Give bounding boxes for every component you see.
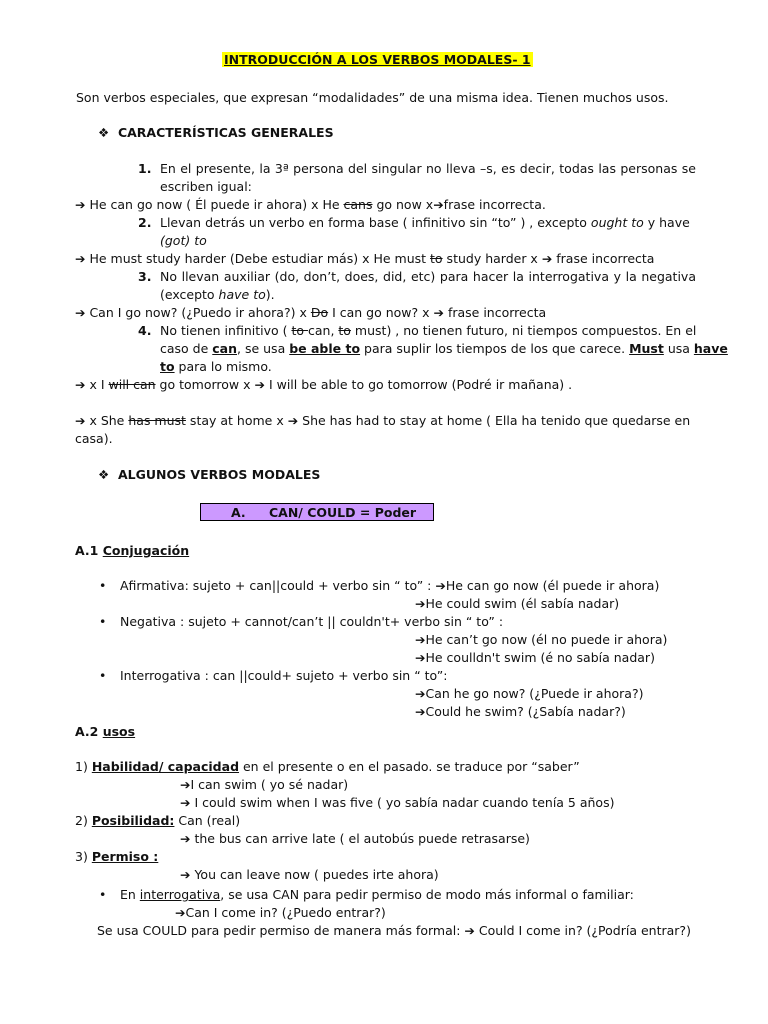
arrow-icon: ➔: [75, 251, 86, 266]
list-number: 4.: [138, 323, 152, 338]
arrow-icon: ➔: [415, 650, 426, 665]
arrow-icon: ➔: [75, 377, 86, 392]
uso-permiso: 3) Permiso :: [75, 849, 159, 864]
list-item-text: escriben igual:: [160, 179, 252, 194]
arrow-icon: ➔: [254, 377, 265, 392]
list-number: 1.: [138, 161, 152, 176]
example-line: ➔ He can go now ( Él puede ir ahora) x He cans go now x➔frase incorrecta.: [75, 197, 546, 212]
example-line: ➔ He must study harder (Debe estudiar más) x He must to study harder x ➔ frase incorrecta: [75, 251, 655, 266]
example-line: ➔Can he go now? (¿Puede ir ahora?): [415, 686, 644, 701]
arrow-icon: ➔: [433, 305, 444, 320]
list-number: 2.: [138, 215, 152, 230]
example-line: ➔Could he swim? (¿Sabía nadar?): [415, 704, 626, 719]
arrow-icon: ➔: [75, 413, 86, 428]
page-title: INTRODUCCIÓN A LOS VERBOS MODALES- 1: [224, 52, 531, 67]
bullet-dot-icon: •: [99, 578, 107, 593]
list-item-text: (excepto have to).: [160, 287, 275, 302]
arrow-icon: ➔: [75, 305, 86, 320]
list-item-text: No tienen infinitivo ( to can, to must) , no tienen futuro, ni tiempos compuestos. En el: [160, 323, 697, 338]
list-number: 3.: [138, 269, 152, 284]
example-line: ➔ x She has must stay at home x ➔ She has had to stay at home ( Ella ha tenido que quedarse en: [75, 413, 691, 428]
arrow-icon: ➔: [415, 686, 426, 701]
arrow-icon: ➔: [75, 197, 86, 212]
conj-negativa: Negativa : sujeto + cannot/can’t || couldn't+ verbo sin “ to” :: [120, 614, 504, 629]
list-item-text: No llevan auxiliar (do, don’t, does, did, etc) para hacer la interrogativa y la negativa: [160, 269, 696, 284]
arrow-icon: ➔: [433, 197, 444, 212]
list-item-text: (got) to: [160, 233, 207, 248]
arrow-icon: ➔: [180, 831, 191, 846]
section-heading-modales: ❖ ALGUNOS VERBOS MODALES: [98, 467, 321, 482]
list-item-text: caso de can, se usa be able to para suplir los tiempos de los que carece. Must usa have: [160, 341, 728, 356]
conj-afirmativa: Afirmativa: sujeto + can||could + verbo sin “ to” : ➔He can go now (él puede ir ahora): [120, 578, 660, 593]
arrow-icon: ➔: [415, 704, 426, 719]
diamond-bullet-icon: ❖: [98, 467, 110, 482]
bullet-dot-icon: •: [99, 668, 107, 683]
permiso-interrogativa: En interrogativa, se usa CAN para pedir permiso de modo más informal o familiar:: [120, 887, 634, 902]
list-item-text: to para lo mismo.: [160, 359, 272, 374]
example-line: ➔ x I will can go tomorrow x ➔ I will be able to go tomorrow (Podré ir mañana) .: [75, 377, 573, 392]
example-line: ➔He coulldn't swim (é no sabía nadar): [415, 650, 655, 665]
bullet-dot-icon: •: [99, 614, 107, 629]
subheading-conjugacion: A.1 Conjugación: [75, 543, 190, 558]
arrow-icon: ➔: [464, 923, 475, 938]
arrow-icon: ➔: [415, 596, 426, 611]
list-item-text: Llevan detrás un verbo en forma base ( infinitivo sin “to” ) , excepto ought to y have: [160, 215, 690, 230]
section-box-can-could: A. CAN/ COULD = Poder: [200, 503, 434, 521]
arrow-icon: ➔: [175, 905, 186, 920]
intro-text: Son verbos especiales, que expresan “modalidades” de una misma idea. Tienen muchos usos.: [76, 90, 669, 105]
uso-habilidad: 1) Habilidad/ capacidad en el presente o en el pasado. se traduce por “saber”: [75, 759, 580, 774]
arrow-icon: ➔: [435, 578, 446, 593]
example-line: casa).: [75, 431, 113, 446]
example-line: ➔ I could swim when I was five ( yo sabía nadar cuando tenía 5 años): [180, 795, 615, 810]
subheading-usos: A.2 usos: [75, 724, 136, 739]
example-line: ➔He could swim (él sabía nadar): [415, 596, 620, 611]
list-item-text: En el presente, la 3ª persona del singular no lleva –s, es decir, todas las personas se: [160, 161, 696, 176]
section-heading-caracteristicas: ❖ CARACTERÍSTICAS GENERALES: [98, 125, 334, 140]
example-line: ➔ Can I go now? (¿Puedo ir ahora?) x Do I can go now? x ➔ frase incorrecta: [75, 305, 547, 320]
arrow-icon: ➔: [415, 632, 426, 647]
permiso-could-line: Se usa COULD para pedir permiso de manera más formal: ➔ Could I come in? (¿Podría entrar?): [97, 923, 691, 938]
bullet-dot-icon: •: [99, 887, 107, 902]
arrow-icon: ➔: [541, 251, 553, 266]
arrow-icon: ➔: [180, 777, 191, 792]
example-line: ➔Can I come in? (¿Puedo entrar?): [175, 905, 386, 920]
diamond-bullet-icon: ❖: [98, 125, 110, 140]
conj-interrogativa: Interrogativa : can ||could+ sujeto + verbo sin “ to”:: [120, 668, 448, 683]
arrow-icon: ➔: [180, 867, 191, 882]
example-line: ➔I can swim ( yo sé nadar): [180, 777, 349, 792]
example-line: ➔ You can leave now ( puedes irte ahora): [180, 867, 439, 882]
uso-posibilidad: 2) Posibilidad: Can (real): [75, 813, 241, 828]
arrow-icon: ➔: [180, 795, 191, 810]
example-line: ➔He can’t go now (él no puede ir ahora): [415, 632, 668, 647]
arrow-icon: ➔: [287, 413, 299, 428]
example-line: ➔ the bus can arrive late ( el autobús puede retrasarse): [180, 831, 530, 846]
